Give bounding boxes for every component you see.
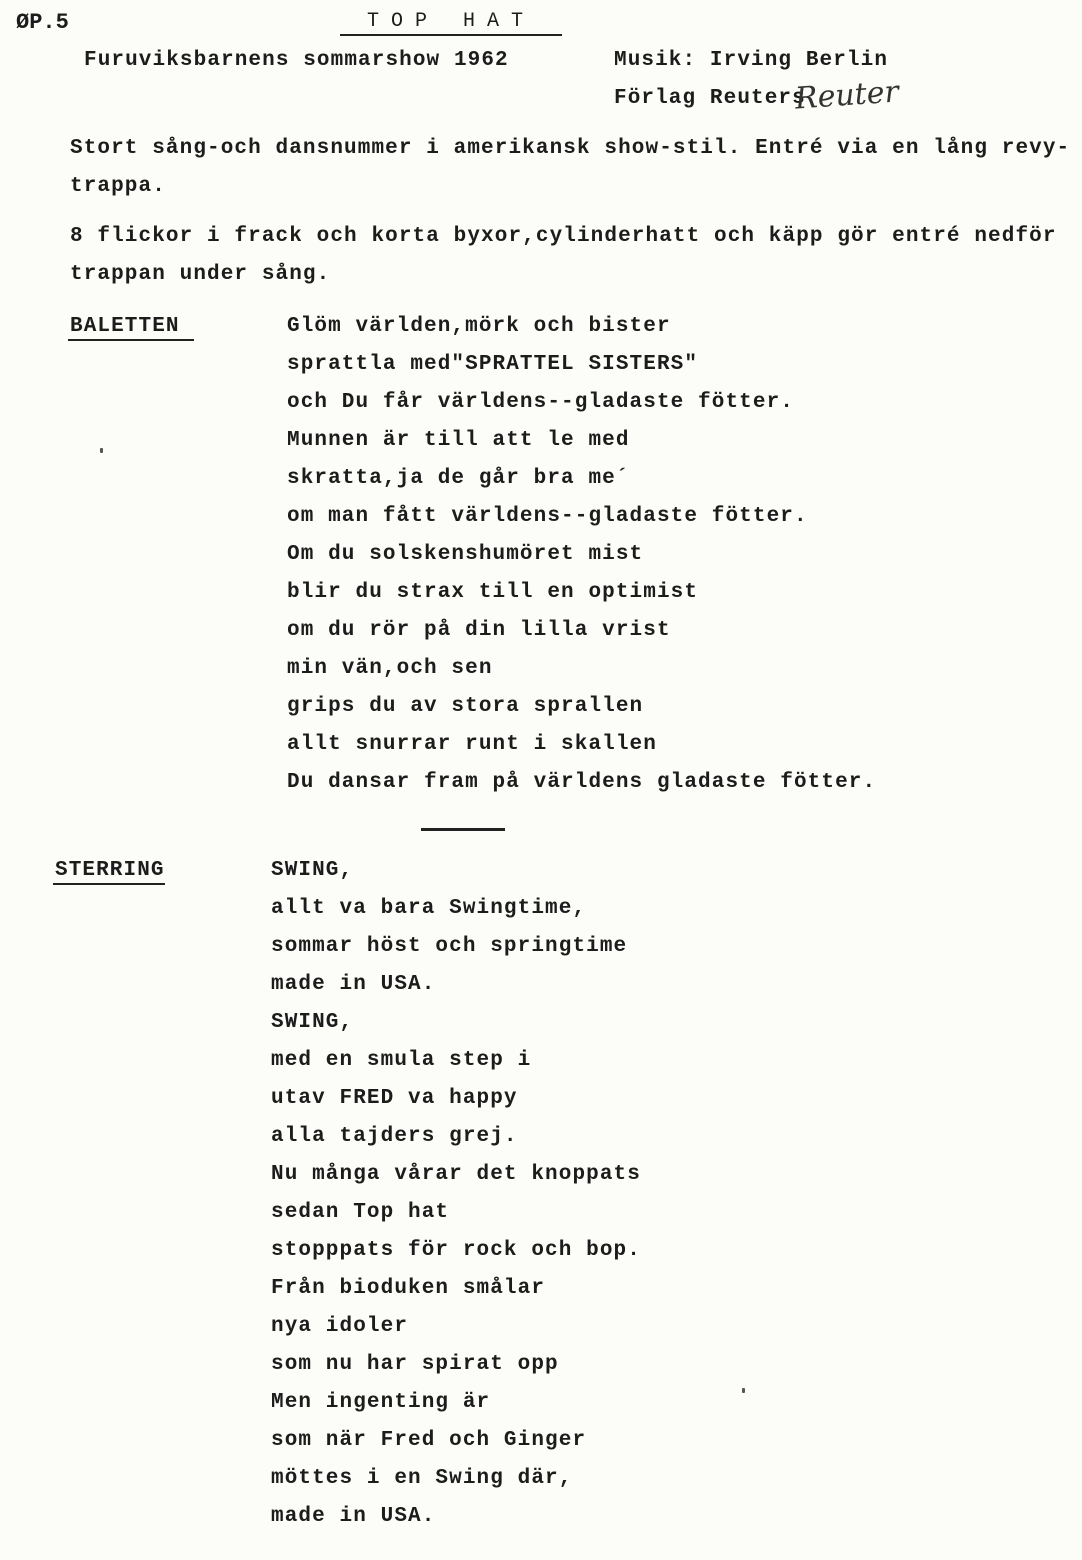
lyric-line: min vän,och sen bbox=[287, 657, 493, 680]
lyric-line: som när Fred och Ginger bbox=[271, 1429, 587, 1452]
lyric-line: made in USA. bbox=[271, 1505, 436, 1528]
lyric-line: SWING, bbox=[271, 859, 354, 882]
speaker-underline-baletten bbox=[68, 339, 194, 341]
music-credit: Musik: Irving Berlin bbox=[614, 49, 889, 72]
lyric-line: Nu många vårar det knoppats bbox=[271, 1163, 641, 1186]
lyric-line: Från bioduken smålar bbox=[271, 1277, 546, 1300]
lyric-line: om du rör på din lilla vrist bbox=[287, 619, 671, 642]
lyric-line: sedan Top hat bbox=[271, 1201, 450, 1224]
lyric-line: och Du får världens--gladaste fötter. bbox=[287, 391, 794, 414]
intro-paragraph-2-line-2: trappan under sång. bbox=[70, 263, 331, 286]
publisher-credit: Förlag Reuters bbox=[614, 87, 806, 110]
lyric-line: alla tajders grej. bbox=[271, 1125, 518, 1148]
intro-paragraph-2-line-1: 8 flickor i frack och korta byxor,cylinderhatt och käpp gör entré nedför bbox=[70, 225, 1057, 248]
lyric-line: Glöm världen,mörk och bister bbox=[287, 315, 671, 338]
lyric-line: blir du strax till en optimist bbox=[287, 581, 699, 604]
title-underline bbox=[340, 34, 562, 36]
page-number: ØP.5 bbox=[16, 10, 69, 35]
lyric-line: nya idoler bbox=[271, 1315, 409, 1338]
lyric-line: made in USA. bbox=[271, 973, 436, 996]
lyric-line: Om du solskenshumöret mist bbox=[287, 543, 644, 566]
lyric-line: skratta,ja de går bra me´ bbox=[287, 467, 630, 490]
page-title: TOP HAT bbox=[366, 10, 535, 33]
intro-paragraph-1-line-1: Stort sång-och dansnummer i amerikansk show-stil. Entré via en lång revy- bbox=[70, 137, 1071, 160]
lyric-line: möttes i en Swing där, bbox=[271, 1467, 573, 1490]
paper-speck bbox=[100, 448, 103, 453]
speaker-label-baletten: BALETTEN bbox=[70, 315, 180, 338]
section-separator bbox=[421, 828, 505, 831]
intro-paragraph-1-line-2: trappa. bbox=[70, 175, 166, 198]
lyric-line: allt snurrar runt i skallen bbox=[287, 733, 657, 756]
lyric-line: SWING, bbox=[271, 1011, 354, 1034]
lyric-line: sommar höst och springtime bbox=[271, 935, 628, 958]
lyric-line: sprattla med"SPRATTEL SISTERS" bbox=[287, 353, 699, 376]
handwritten-signature: Reuter bbox=[793, 74, 900, 117]
lyric-line: om man fått världens--gladaste fötter. bbox=[287, 505, 808, 528]
lyric-line: allt va bara Swingtime, bbox=[271, 897, 587, 920]
lyric-line: som nu har spirat opp bbox=[271, 1353, 559, 1376]
lyric-line: utav FRED va happy bbox=[271, 1087, 518, 1110]
lyric-line: stopppats för rock och bop. bbox=[271, 1239, 641, 1262]
lyric-line: grips du av stora sprallen bbox=[287, 695, 644, 718]
lyric-line: Du dansar fram på världens gladaste fötter. bbox=[287, 771, 877, 794]
lyric-line: med en smula step i bbox=[271, 1049, 532, 1072]
lyric-line: Munnen är till att le med bbox=[287, 429, 630, 452]
show-subtitle: Furuviksbarnens sommarshow 1962 bbox=[84, 49, 509, 72]
lyric-line: Men ingenting är bbox=[271, 1391, 491, 1414]
paper-speck bbox=[742, 1388, 745, 1393]
speaker-underline-sterring bbox=[53, 883, 165, 885]
speaker-label-sterring: STERRING bbox=[55, 859, 165, 882]
